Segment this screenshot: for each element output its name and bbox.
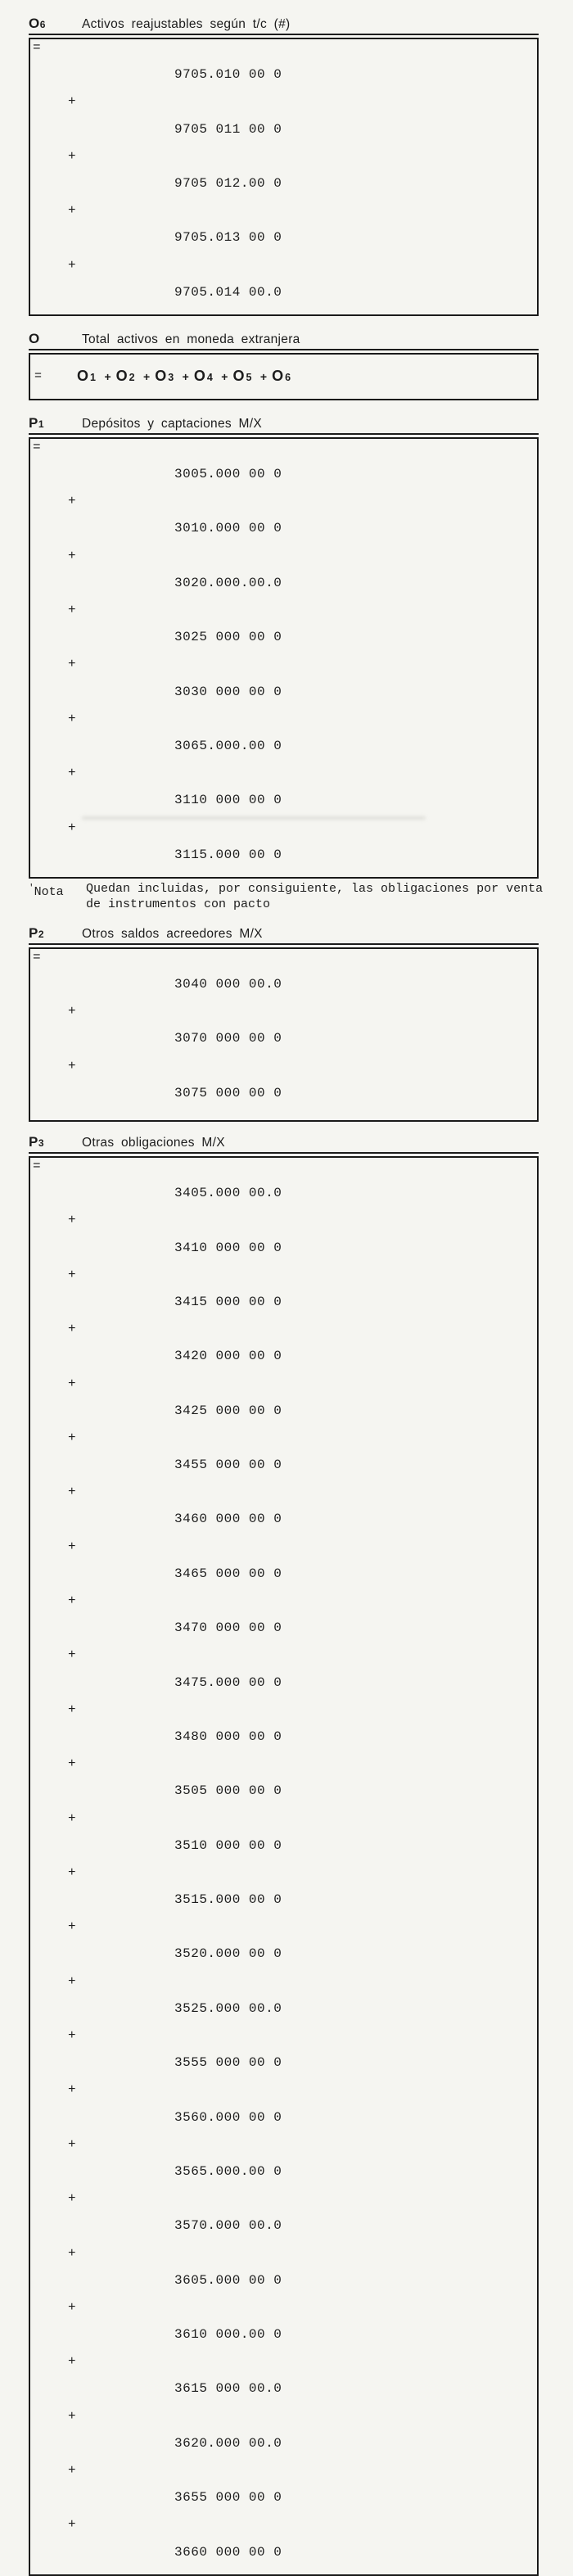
account-code: 3020.000.00.0 — [174, 575, 282, 590]
account-code: 3615 000 00.0 — [174, 2381, 282, 2397]
code-row — [30, 1485, 537, 1539]
section-id — [29, 1134, 82, 1150]
code-row — [30, 1812, 537, 1866]
section-code-sub: 6 — [39, 19, 46, 30]
footnote-label-text: Nota — [34, 884, 64, 899]
code-row — [30, 1431, 537, 1485]
account-code: 3040 000 00.0 — [174, 977, 282, 992]
term-base: O — [193, 368, 206, 385]
section-title: Activos reajustables según t/c (#) — [82, 17, 291, 31]
formula-term — [178, 370, 213, 384]
account-code: 3605.000 00 0 — [174, 2272, 282, 2288]
account-code: 3515.000 00 0 — [174, 1892, 282, 1908]
code-row — [30, 1757, 537, 1811]
row-operator: + — [68, 2191, 77, 2207]
plus-operator: + — [182, 370, 189, 384]
code-row — [30, 1060, 537, 1114]
code-row — [30, 2138, 537, 2192]
section-o-formula-box — [29, 353, 539, 400]
plus-operator: + — [104, 370, 111, 384]
account-code: 3075 000 00 0 — [174, 1085, 282, 1100]
formula-term — [255, 370, 291, 384]
account-code: 3425 000 00 0 — [174, 1403, 282, 1418]
term-base: O — [272, 368, 285, 385]
row-operator: + — [68, 1376, 77, 1391]
account-code: 3480 000 00 0 — [174, 1729, 282, 1744]
section-p3-heading — [29, 1134, 539, 1154]
account-code: 3410 000 00 0 — [174, 1240, 282, 1255]
row-operator: + — [68, 1702, 77, 1717]
footnote-line-1: Quedan incluidas, por consiguiente, las obligaciones por venta — [86, 881, 544, 896]
code-row — [30, 1159, 537, 1213]
term-subscript: 6 — [285, 372, 291, 384]
account-code: 3620.000 00.0 — [174, 2435, 282, 2451]
section-code-sub: 2 — [38, 928, 44, 940]
section-o — [29, 331, 539, 400]
row-operator: + — [68, 494, 77, 509]
section-code: P — [29, 924, 38, 941]
account-code: 3065.000.00 0 — [174, 738, 282, 753]
section-title: Total activos en moneda extranjera — [82, 332, 300, 346]
account-code: 3465 000 00 0 — [174, 1566, 282, 1581]
code-row — [30, 1975, 537, 2029]
row-operator: + — [68, 203, 77, 219]
section-p2-code-box — [29, 947, 539, 1122]
code-row — [30, 1648, 537, 1702]
row-operator: + — [68, 820, 77, 835]
term-base: O — [155, 368, 168, 385]
code-row — [30, 1005, 537, 1059]
account-code: 3460 000 00 0 — [174, 1512, 282, 1527]
plus-operator: + — [143, 370, 151, 384]
row-operator: + — [68, 1267, 77, 1282]
term-subscript: 2 — [129, 372, 135, 384]
footnote — [29, 881, 569, 913]
code-row — [30, 1594, 537, 1648]
row-operator: + — [68, 1647, 77, 1663]
code-row — [30, 2464, 537, 2518]
section-code-sub: 3 — [38, 1137, 44, 1149]
code-row — [30, 2247, 537, 2301]
account-code: 3475.000 00 0 — [174, 1674, 282, 1690]
code-row — [30, 1703, 537, 1757]
row-operator: + — [68, 603, 77, 617]
plus-operator: + — [221, 370, 228, 384]
code-row — [30, 150, 537, 204]
row-operator: = — [33, 1159, 42, 1173]
account-code: 3405.000 00.0 — [174, 1186, 282, 1201]
row-operator: + — [68, 2517, 77, 2533]
account-code: 3520.000 00 0 — [174, 1946, 282, 1962]
section-o6 — [29, 16, 539, 316]
code-row — [30, 821, 537, 875]
row-operator: = — [33, 439, 42, 454]
code-row — [30, 1377, 537, 1431]
formula-term — [216, 370, 251, 384]
account-code: 9705 012.00 0 — [174, 175, 282, 191]
row-operator: + — [68, 2136, 77, 2152]
section-p1 — [29, 414, 544, 913]
row-operator: + — [68, 2408, 77, 2424]
section-p1-code-box — [29, 437, 539, 879]
code-row — [30, 2083, 537, 2137]
footnote-tick-mark: ' — [29, 883, 34, 893]
account-code: 3655 000 00 0 — [174, 2490, 282, 2506]
section-code: P — [29, 1134, 38, 1150]
code-row — [30, 1920, 537, 1974]
footnote-line-2: de instrumentos con pacto — [86, 897, 271, 912]
section-id — [29, 415, 82, 432]
row-operator: + — [68, 2299, 77, 2315]
term-subscript: 3 — [168, 372, 174, 384]
term-subscript: 4 — [206, 372, 213, 384]
plus-operator: + — [259, 370, 268, 384]
account-code: 3560.000 00 0 — [174, 2109, 282, 2125]
code-row — [30, 1322, 537, 1376]
section-title: Otros saldos acreedores M/X — [82, 926, 263, 941]
section-code: P — [29, 414, 38, 431]
code-row — [30, 495, 537, 549]
code-row — [30, 2355, 537, 2409]
account-code: 3525.000 00.0 — [174, 2000, 282, 2016]
section-code-sub: 1 — [38, 418, 44, 430]
formula-term — [99, 370, 134, 384]
row-operator: + — [68, 1810, 77, 1826]
row-operator: + — [68, 2463, 77, 2478]
term-base: O — [77, 368, 90, 385]
row-operator: + — [68, 766, 77, 781]
row-operator: + — [68, 2245, 77, 2261]
code-row — [30, 1268, 537, 1322]
row-operator: + — [68, 1593, 77, 1608]
account-code: 3455 000 00 0 — [174, 1457, 282, 1473]
code-row — [30, 259, 537, 313]
code-row — [30, 204, 537, 258]
account-code: 9705.010 00 0 — [174, 67, 282, 83]
account-code: 3660 000 00 0 — [174, 2544, 282, 2560]
section-code: O — [29, 16, 40, 31]
section-id — [29, 331, 82, 347]
account-code: 3505 000 00 0 — [174, 1783, 282, 1799]
row-operator: + — [68, 2354, 77, 2370]
code-row — [30, 95, 537, 149]
account-code: 3415 000 00 0 — [174, 1294, 282, 1309]
row-operator: + — [68, 1919, 77, 1935]
footnote-label — [29, 881, 86, 913]
section-p3-code-box — [29, 1156, 539, 2576]
section-id — [29, 16, 82, 32]
code-row — [30, 658, 537, 712]
formula-term — [138, 370, 174, 384]
code-row — [30, 1866, 537, 1920]
row-operator: + — [68, 257, 77, 273]
section-p2 — [29, 925, 539, 1122]
term-subscript: 5 — [246, 372, 252, 384]
term-base: O — [232, 368, 246, 385]
account-code: 3470 000 00 0 — [174, 1620, 282, 1636]
footnote-text — [86, 881, 569, 913]
row-operator: + — [68, 1213, 77, 1228]
row-operator: + — [68, 1864, 77, 1880]
section-p2-heading — [29, 925, 539, 945]
row-operator: + — [68, 1756, 77, 1772]
account-code: 3420 000 00 0 — [174, 1349, 282, 1364]
row-operator: + — [68, 148, 77, 164]
account-code: 3070 000 00 0 — [174, 1031, 282, 1046]
row-operator: + — [68, 1485, 77, 1500]
code-row — [30, 2410, 537, 2464]
section-p3 — [29, 1134, 539, 2576]
row-operator: + — [68, 711, 77, 726]
code-row — [30, 1540, 537, 1594]
code-row — [30, 2029, 537, 2083]
section-code: O — [29, 330, 40, 346]
scan-artifact — [82, 816, 426, 820]
code-row — [30, 951, 537, 1005]
code-row — [30, 549, 537, 603]
term-base: O — [115, 368, 129, 385]
account-code: 3005.000 00 0 — [174, 467, 282, 482]
row-operator: = — [33, 949, 42, 965]
section-o6-heading — [29, 16, 539, 35]
row-operator: + — [68, 1322, 77, 1337]
account-code: 3115.000 00 0 — [174, 847, 282, 862]
code-row — [30, 2301, 537, 2355]
account-code: 3030 000 00 0 — [174, 684, 282, 699]
row-operator: + — [68, 1973, 77, 1989]
code-row — [30, 1213, 537, 1268]
code-row — [30, 441, 537, 495]
section-o-heading — [29, 331, 539, 350]
row-operator: + — [68, 548, 77, 563]
section-title: Depósitos y captaciones M/X — [82, 416, 262, 431]
account-code: 9705 011 00 0 — [174, 121, 282, 137]
code-row — [30, 2518, 537, 2572]
section-id — [29, 925, 82, 942]
row-operator: + — [68, 2028, 77, 2043]
section-p1-heading — [29, 415, 539, 435]
account-code: 3555 000 00 0 — [174, 2055, 282, 2071]
row-operator: + — [68, 1539, 77, 1554]
section-o6-code-box — [29, 38, 539, 316]
formula-expression — [77, 368, 291, 385]
row-operator: + — [68, 1058, 77, 1073]
row-operator: + — [68, 2082, 77, 2098]
row-operator: = — [33, 40, 42, 55]
account-code: 3010.000 00 0 — [174, 521, 282, 536]
row-operator: + — [68, 657, 77, 672]
account-code: 9705.013 00 0 — [174, 230, 282, 246]
account-code: 3570.000 00.0 — [174, 2218, 282, 2234]
row-operator: + — [68, 1430, 77, 1445]
account-code: 3110 000 00 0 — [174, 793, 282, 808]
term-subscript: 1 — [90, 372, 96, 384]
code-row — [30, 712, 537, 766]
account-code: 3610 000.00 0 — [174, 2327, 282, 2343]
account-code: 9705.014 00.0 — [174, 284, 282, 300]
code-row — [30, 2192, 537, 2246]
formula-term — [77, 370, 96, 384]
code-row — [30, 603, 537, 658]
code-row — [30, 766, 537, 820]
account-code: 3025 000 00 0 — [174, 630, 282, 645]
account-code: 3565.000.00 0 — [174, 2163, 282, 2179]
row-operator: + — [68, 1004, 77, 1019]
row-operator: + — [68, 94, 77, 110]
section-title: Otras obligaciones M/X — [82, 1136, 225, 1150]
formula-equals: = — [34, 369, 43, 384]
code-row — [30, 41, 537, 95]
account-code: 3510 000 00 0 — [174, 1837, 282, 1853]
